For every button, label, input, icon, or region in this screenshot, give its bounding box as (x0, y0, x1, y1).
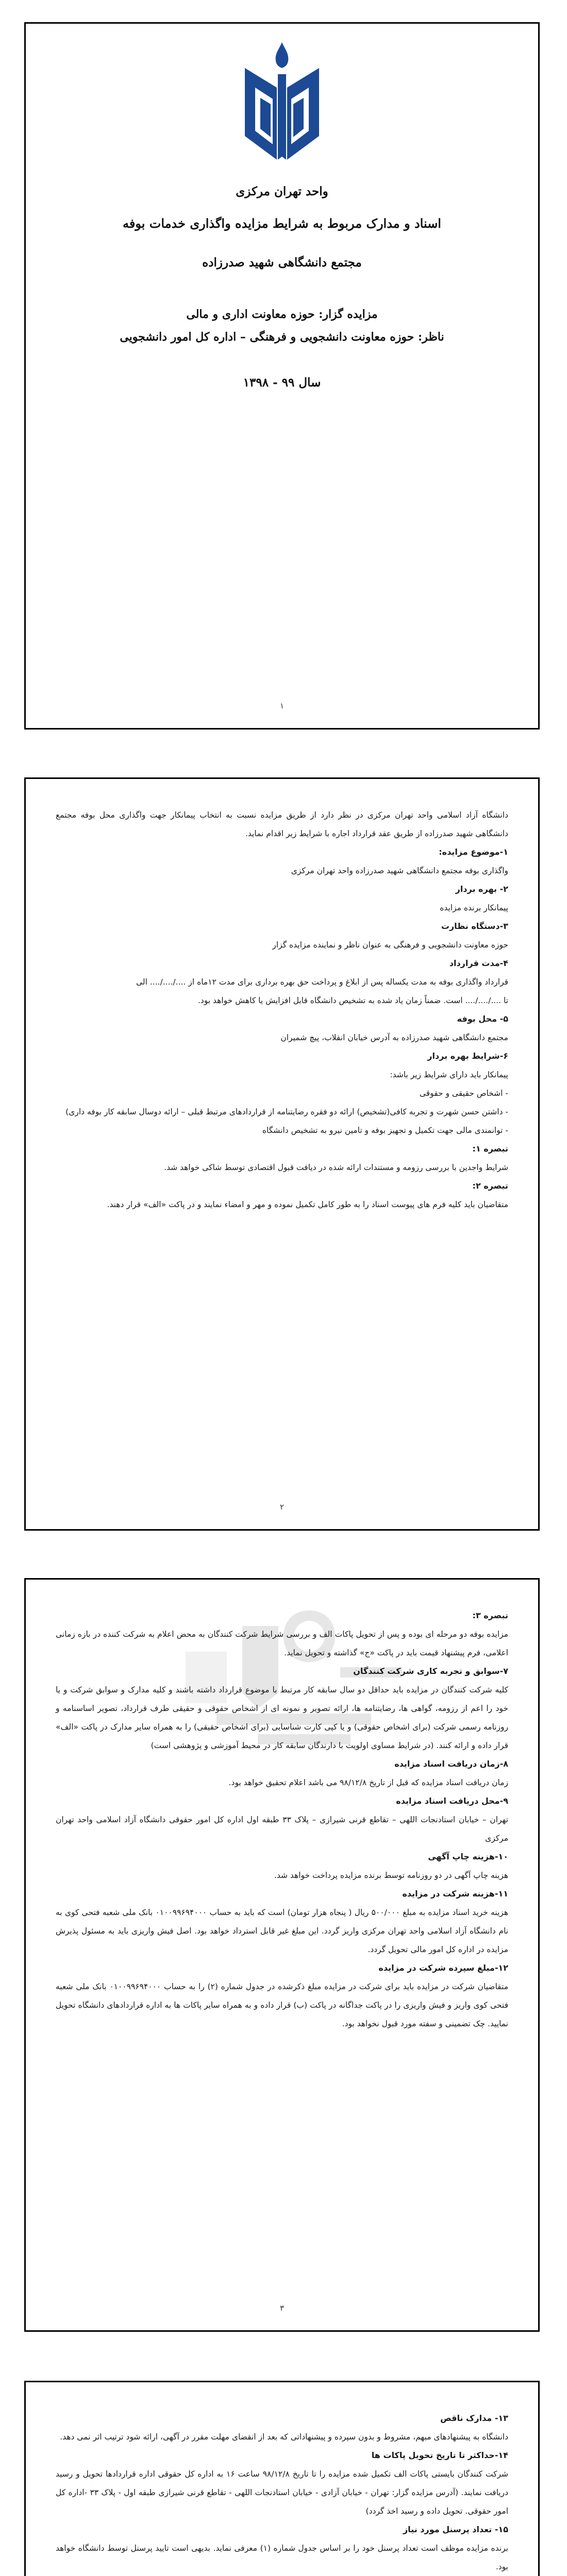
section-heading: ۲- بهره بردار (455, 884, 508, 894)
section-heading: تبصره ۱: (472, 1144, 508, 1154)
paragraph: هزینه خرید اسناد مزایده به مبلغ ۵۰۰/۰۰۰ ریال ( پنجاه هزار تومان) است که باید به حساب ۰۱۰۰۹۹۶۹۴۰۰۰ بانک ملی شعبه فتحی کوی به نام دانشگاه آزاد اسلامی واحد تهران مرکزی واریز گردد. این مبلغ غیر قابل استرداد خواهد بود. اصل فیش واریزی باید به مسئول پذیرش مزایده در اداره کل امور مالی تحویل گردد. (56, 1908, 508, 1954)
paragraph: واگذاری بوفه مجتمع دانشگاهی شهید صدرزاده واحد تهران مرکزی (291, 866, 508, 875)
section-heading: ۹-محل دریافت اسناد مزایده (396, 1796, 508, 1806)
page-number: ۲ (279, 1502, 285, 1512)
document-title: اسناد و مدارک مربوط به شرایط مزایده واگذاری خدمات بوفه (123, 216, 441, 231)
paragraph: متقاضیان شرکت در مزایده باید برای شرکت در مزایده مبلغ ذکرشده در جدول شماره (۲) را به حساب ۰۱۰۰۹۹۶۹۴۰۰۰ بانک ملی شعبه فتحی کوی واریز و فیش واریزی را در پاکت جداگانه در پاکت (ب) قرار داده و به همراه سایر پاکات ها به اداره قراردادهای دانشگاه تحویل نمایید. چک تضمینی و سفته مورد قبول نخواهد بود. (56, 1982, 509, 2028)
section-heading: ۷-سوابق و تجربه کاری شرکت کنندگان (353, 1666, 508, 1676)
paragraph: دانشگاه به پیشنهادهای مبهم، مشروط و بدون سپرده و پیشنهاداتی که بعد از انقضای مهلت مقرر در آگهی، ارائه شود ترتیب اثر نمی دهد. (60, 2432, 508, 2442)
branch-title: واحد تهران مرکزی (236, 184, 328, 198)
paragraph: برنده مزایده موظف است تعداد پرسنل خود را بر اساس جدول شماره (۱) معرفی نماید. بدیهی است تایید پرسنل توسط دانشگاه خواهد بود. (56, 2544, 508, 2571)
paragraph: دانشگاه آزاد اسلامی واحد تهران مرکزی در نظر دارد از طریق مزایده نسبت به انتخاب پیمانکار جهت واگذاری محل بوفه مجتمع دانشگاهی شهید صدرزاده از طریق عقد قرارداد اجاره با شرایط زیر اقدام نماید. (56, 810, 508, 838)
paragraph: تهران – خیابان استادنجات اللهی – تقاطع قرنی شیرازی – پلاک ۳۳ طبقه اول اداره کل امور حقوقی دانشگاه آزاد اسلامی واحد تهران مرکزی (56, 1815, 508, 1843)
paragraph: تا ..../..../.... است. ضمناً زمان یاد شده به تشخیص دانشگاه قابل افزایش یا کاهش خواهد بود. (197, 996, 508, 1005)
section-heading: تبصره ۲: (472, 1181, 508, 1191)
section-heading: تبصره ۳: (472, 1611, 508, 1620)
auctioneer-line: مزایده گزار: حوزه معاونت اداری و مالی (186, 308, 378, 321)
section-heading: ۱۵- تعداد پرسنل مورد نیاز (403, 2524, 508, 2534)
terms-page-2 (24, 777, 540, 1531)
paragraph: قرارداد واگذاری بوفه به مدت یکساله پس از ابلاغ و پرداخت حق بهره برداری برای مدت ۱۲ماه از ..../..../.... الی (136, 977, 508, 987)
supervisor-line: ناظر: حوزه معاونت دانشجویی و فرهنگی – اداره کل امور دانشجویی (120, 330, 444, 344)
page-number: ۳ (279, 2303, 285, 2313)
page-content (56, 2409, 508, 2576)
paragraph: هزینه چاپ آگهی در دو روزنامه توسط برنده مزایده پرداخت خواهد شد. (274, 1871, 508, 1880)
paragraph: شرکت کنندگان بایستی پاکات الف تکمیل شده مزایده را تا تاریخ ۹۸/۱۲/۸ ساعت ۱۶ به اداره کل حقوقی اداره قراردادها تحویل و رسید دریافت نمایند. (آدرس مزایده گزار: تهران - خیابان آزادی - خیابان استادنجات اللهی - تقاطع قرنی شیرازی طبقه اول - پلاک ۳۳ -اداره کل امور حقوقی. تحویل داده و رسید اخذ گردد) (56, 2469, 508, 2516)
cover-text (26, 184, 538, 389)
cover-page (24, 22, 540, 730)
complex-name: مجتمع دانشگاهی شهید صدرزاده (202, 256, 362, 269)
paragraph: متقاضیان باید کلیه فرم های پیوست اسناد را به طور کامل تکمیل نموده و مهر و امضاء نمایند و در پاکت «الف» قرار دهند. (107, 1200, 508, 1209)
paragraph: حوزه معاونت دانشجویی و فرهنگی به عنوان ناظر و نماینده مزایده گزار (272, 940, 508, 950)
section-heading: ۱۱-هزینه شرکت در مزایده (402, 1889, 508, 1899)
section-heading: ۸-زمان دریافت اسناد مزایده (394, 1759, 508, 1769)
section-heading: ۱۲-مبلغ سپرده شرکت در مزایده (378, 1963, 508, 1973)
paragraph: زمان دریافت اسناد مزایده که قبل از تاریخ ۹۸/۱۲/۸ می باشد اعلام تحقیق خواهد بود. (228, 1778, 508, 1787)
section-heading: ۶-شرایط بهره بردار (427, 1051, 508, 1061)
section-heading: ۴-مدت قرارداد (449, 958, 508, 968)
paragraph: پیمانکار باید دارای شرایط زیر باشد: (390, 1070, 508, 1079)
section-heading: ۳-دستگاه نظارت (441, 921, 508, 931)
paragraph: شرایط واجدین با بررسی رزومه و مستندات ارائه شده در دیافت قبول اقتصادی توسط شاکی خواهد شد. (164, 1163, 508, 1172)
paragraph: - داشتن حسن شهرت و تجربه کافی(تشخیص) ارائه دو فقره رضایتنامه از قراردادهای مرتبط قبلی – ارائه دوسال سابقه کار بوفه داری) (65, 1107, 508, 1116)
section-heading: ۱-موضوع مزایده: (439, 847, 508, 857)
paragraph: - اشخاص حقیقی و حقوقی (419, 1089, 508, 1098)
page-number: ۱ (279, 701, 285, 710)
section-heading: ۵- محل بوفه (457, 1014, 508, 1024)
terms-page-3 (24, 1578, 540, 2332)
terms-page-4 (24, 2381, 540, 2576)
paragraph: پیمانکار برنده مزایده (440, 903, 508, 912)
section-heading: ۱۳- مدارک ناقص (440, 2413, 508, 2423)
paragraph: کلیه شرکت کنندگان در مزایده باید حداقل دو سال سابقه کار مرتبط با موضوع قرارداد داشته باشند و کلیه مدارک و سوابق شرکت و یا خود را اعم از رزومه، گواهی ها، رضایتنامه ها، ارائه تصویر و نمونه ای از اشخاص حقوقی و حقیقی طرف قرارداد، تصویر اساسنامه و روزنامه رسمی شرکت (برای اشخاص حقوقی) و یا کپی کارت شناسایی (برای اشخاص حقیقی) را به همراه سایر مدارک در پاکت «الف» قرار داده و ارائه کنند. (در شرایط مساوی اولویت با دارندگان سابقه کار در محیط آموزشی و پژوهشی است) (56, 1685, 508, 1750)
paragraph: مزایده بوفه دو مرحله ای بوده و پس از تحویل پاکات الف و بررسی شرایط شرکت کنندگان به محض اعلام به شرکت کننده در بازه زمانی اعلامی، فرم پیشنهاد قیمت باید در پاکت «ج» گذاشته و تحویل نماید. (56, 1630, 508, 1657)
page-content (56, 1606, 508, 2033)
section-heading: ۱۰-هزینه چاپ آگهی (428, 1852, 508, 1861)
paragraph: مجتمع دانشگاهی شهید صدرزاده به آدرس خیابان انقلاب، پیچ شمیران (280, 1033, 508, 1042)
page-content (56, 806, 508, 1214)
year-line: سال ۹۹ - ۱۳۹۸ (243, 376, 321, 389)
university-logo-icon (241, 38, 323, 162)
paragraph: - توانمندی مالی جهت تکمیل و تجهیز بوفه و تامین نیرو به تشخیص دانشگاه (262, 1126, 508, 1135)
section-heading: ۱۴-حداکثر تا تاریخ تحویل پاکات ها (371, 2450, 508, 2460)
